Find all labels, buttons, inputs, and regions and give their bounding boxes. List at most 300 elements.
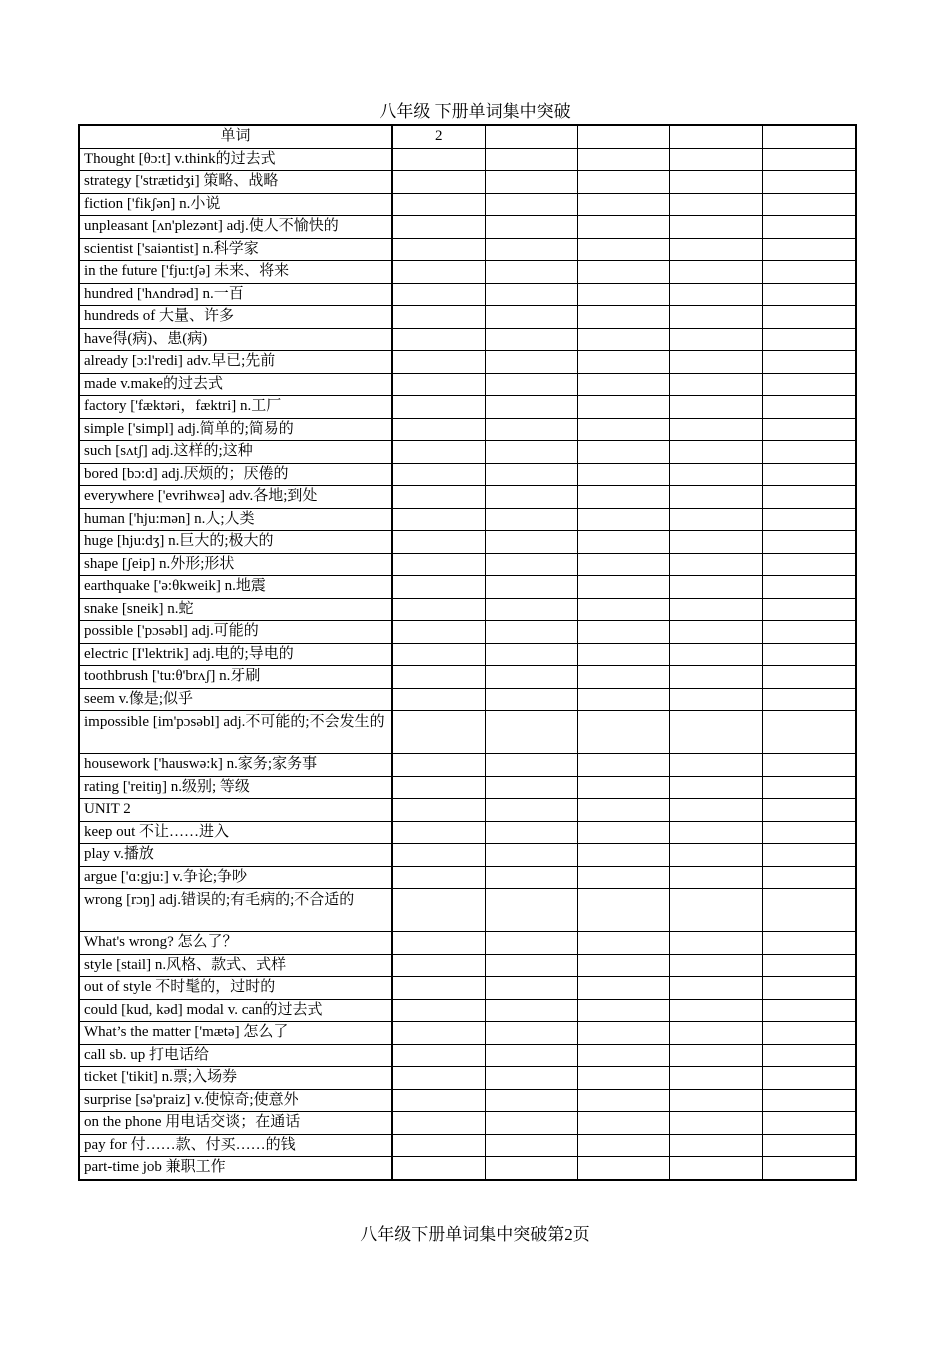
blank-cell	[577, 216, 669, 239]
blank-cell	[485, 216, 577, 239]
vocab-entry: huge [hju:dʒ] n.巨大的;极大的	[79, 531, 392, 554]
blank-cell	[485, 1022, 577, 1045]
blank-cell	[392, 977, 485, 1000]
blank-cell	[762, 799, 856, 822]
blank-cell	[392, 261, 485, 284]
table-row	[79, 954, 856, 977]
blank-cell	[392, 306, 485, 329]
blank-cell	[669, 486, 762, 509]
vocab-entry: human ['hju:mən] n.人;人类	[79, 508, 392, 531]
blank-cell	[392, 866, 485, 889]
blank-cell	[762, 171, 856, 194]
blank-cell	[762, 666, 856, 689]
blank-cell	[392, 553, 485, 576]
header-column-6	[762, 125, 856, 148]
blank-cell	[762, 553, 856, 576]
blank-cell	[669, 932, 762, 955]
vocab-entry: out of style 不时髦的，过时的	[79, 977, 392, 1000]
blank-cell	[392, 531, 485, 554]
blank-cell	[669, 463, 762, 486]
blank-cell	[577, 418, 669, 441]
table-row	[79, 688, 856, 711]
blank-cell	[485, 148, 577, 171]
table-row	[79, 171, 856, 194]
blank-cell	[392, 1157, 485, 1180]
blank-cell	[762, 1022, 856, 1045]
vocab-entry: electric [I'lektrik] adj.电的;导电的	[79, 643, 392, 666]
blank-cell	[762, 711, 856, 754]
table-row	[79, 261, 856, 284]
blank-cell	[577, 441, 669, 464]
blank-cell	[577, 598, 669, 621]
blank-cell	[485, 1157, 577, 1180]
vocab-entry: UNIT 2	[79, 799, 392, 822]
vocab-entry: hundreds of 大量、许多	[79, 306, 392, 329]
blank-cell	[577, 643, 669, 666]
blank-cell	[485, 441, 577, 464]
blank-cell	[669, 261, 762, 284]
table-row	[79, 283, 856, 306]
table-row	[79, 977, 856, 1000]
blank-cell	[392, 821, 485, 844]
blank-cell	[669, 666, 762, 689]
blank-cell	[485, 373, 577, 396]
blank-cell	[485, 1134, 577, 1157]
blank-cell	[762, 621, 856, 644]
blank-cell	[762, 844, 856, 867]
blank-cell	[392, 666, 485, 689]
blank-cell	[669, 799, 762, 822]
table-row	[79, 463, 856, 486]
blank-cell	[577, 193, 669, 216]
table-row	[79, 486, 856, 509]
blank-cell	[762, 754, 856, 777]
blank-cell	[577, 621, 669, 644]
vocab-entry: housework ['hauswə:k] n.家务;家务事	[79, 754, 392, 777]
blank-cell	[577, 148, 669, 171]
blank-cell	[392, 621, 485, 644]
blank-cell	[485, 238, 577, 261]
blank-cell	[485, 508, 577, 531]
blank-cell	[669, 396, 762, 419]
blank-cell	[669, 216, 762, 239]
table-row	[79, 306, 856, 329]
blank-cell	[669, 351, 762, 374]
vocab-entry: possible ['pɔsəbl] adj.可能的	[79, 621, 392, 644]
header-column-5	[669, 125, 762, 148]
blank-cell	[485, 1044, 577, 1067]
header-column-4	[577, 125, 669, 148]
blank-cell	[762, 1089, 856, 1112]
vocab-entry: bored [bɔ:d] adj.厌烦的；厌倦的	[79, 463, 392, 486]
blank-cell	[485, 328, 577, 351]
blank-cell	[577, 396, 669, 419]
blank-cell	[577, 977, 669, 1000]
table-row	[79, 193, 856, 216]
table-row	[79, 1022, 856, 1045]
blank-cell	[577, 283, 669, 306]
blank-cell	[669, 148, 762, 171]
blank-cell	[485, 598, 577, 621]
table-row	[79, 666, 856, 689]
blank-cell	[577, 351, 669, 374]
blank-cell	[577, 688, 669, 711]
table-row	[79, 1134, 856, 1157]
blank-cell	[392, 799, 485, 822]
blank-cell	[669, 844, 762, 867]
blank-cell	[392, 418, 485, 441]
table-row	[79, 889, 856, 932]
blank-cell	[762, 866, 856, 889]
blank-cell	[485, 531, 577, 554]
blank-cell	[392, 508, 485, 531]
blank-cell	[392, 1134, 485, 1157]
vocab-entry: style [stail] n.风格、款式、式样	[79, 954, 392, 977]
blank-cell	[762, 396, 856, 419]
table-row	[79, 999, 856, 1022]
blank-cell	[762, 508, 856, 531]
blank-cell	[762, 999, 856, 1022]
header-column-2: 2	[392, 125, 485, 148]
blank-cell	[392, 441, 485, 464]
table-row	[79, 441, 856, 464]
blank-cell	[392, 238, 485, 261]
blank-cell	[669, 418, 762, 441]
blank-cell	[392, 844, 485, 867]
vocab-entry: have得(病)、患(病)	[79, 328, 392, 351]
vocab-entry: What's wrong? 怎么了？	[79, 932, 392, 955]
blank-cell	[669, 954, 762, 977]
blank-cell	[392, 486, 485, 509]
blank-cell	[485, 486, 577, 509]
blank-cell	[669, 171, 762, 194]
blank-cell	[669, 283, 762, 306]
blank-cell	[392, 193, 485, 216]
blank-cell	[392, 171, 485, 194]
table-header-row	[79, 125, 856, 148]
blank-cell	[669, 553, 762, 576]
table-row	[79, 932, 856, 955]
blank-cell	[577, 1089, 669, 1112]
blank-cell	[762, 328, 856, 351]
vocab-entry: keep out 不让……进入	[79, 821, 392, 844]
blank-cell	[669, 621, 762, 644]
blank-cell	[669, 643, 762, 666]
blank-cell	[762, 441, 856, 464]
blank-cell	[392, 351, 485, 374]
blank-cell	[392, 598, 485, 621]
blank-cell	[669, 1067, 762, 1090]
blank-cell	[762, 1044, 856, 1067]
blank-cell	[762, 351, 856, 374]
blank-cell	[485, 1089, 577, 1112]
header-column-3	[485, 125, 577, 148]
blank-cell	[577, 576, 669, 599]
blank-cell	[669, 1157, 762, 1180]
blank-cell	[762, 261, 856, 284]
blank-cell	[669, 776, 762, 799]
table-row	[79, 216, 856, 239]
blank-cell	[485, 553, 577, 576]
table-row	[79, 148, 856, 171]
blank-cell	[392, 889, 485, 932]
blank-cell	[392, 999, 485, 1022]
blank-cell	[392, 328, 485, 351]
blank-cell	[762, 373, 856, 396]
blank-cell	[485, 193, 577, 216]
blank-cell	[577, 531, 669, 554]
blank-cell	[669, 441, 762, 464]
table-row	[79, 598, 856, 621]
table-row	[79, 711, 856, 754]
blank-cell	[669, 598, 762, 621]
blank-cell	[577, 171, 669, 194]
blank-cell	[485, 799, 577, 822]
blank-cell	[577, 1022, 669, 1045]
blank-cell	[669, 977, 762, 1000]
blank-cell	[762, 776, 856, 799]
blank-cell	[485, 621, 577, 644]
blank-cell	[392, 1089, 485, 1112]
blank-cell	[485, 261, 577, 284]
blank-cell	[577, 1157, 669, 1180]
vocab-entry: ticket ['tikit] n.票;入场券	[79, 1067, 392, 1090]
blank-cell	[577, 1044, 669, 1067]
blank-cell	[392, 463, 485, 486]
blank-cell	[392, 216, 485, 239]
blank-cell	[485, 283, 577, 306]
blank-cell	[762, 418, 856, 441]
vocab-entry: shape [ʃeip] n.外形;形状	[79, 553, 392, 576]
blank-cell	[762, 1067, 856, 1090]
vocab-entry: could [kud, kəd] modal v. can的过去式	[79, 999, 392, 1022]
blank-cell	[577, 954, 669, 977]
header-word-column: 单词	[79, 125, 392, 148]
blank-cell	[485, 171, 577, 194]
blank-cell	[762, 193, 856, 216]
vocabulary-table	[78, 124, 857, 1181]
blank-cell	[392, 754, 485, 777]
vocab-entry: play v.播放	[79, 844, 392, 867]
blank-cell	[577, 238, 669, 261]
blank-cell	[577, 463, 669, 486]
blank-cell	[577, 373, 669, 396]
blank-cell	[577, 711, 669, 754]
vocab-entry: Thought [θɔ:t] v.think的过去式	[79, 148, 392, 171]
blank-cell	[762, 821, 856, 844]
blank-cell	[485, 1067, 577, 1090]
blank-cell	[762, 1112, 856, 1135]
blank-cell	[577, 306, 669, 329]
blank-cell	[669, 328, 762, 351]
blank-cell	[669, 1022, 762, 1045]
blank-cell	[669, 1089, 762, 1112]
blank-cell	[485, 1112, 577, 1135]
blank-cell	[577, 1067, 669, 1090]
blank-cell	[762, 238, 856, 261]
blank-cell	[577, 821, 669, 844]
blank-cell	[669, 1112, 762, 1135]
blank-cell	[762, 1134, 856, 1157]
vocab-entry: in the future ['fju:tʃə] 未来、将来	[79, 261, 392, 284]
blank-cell	[762, 306, 856, 329]
blank-cell	[485, 754, 577, 777]
vocab-entry: surprise [sə'praiz] v.使惊奇;使意外	[79, 1089, 392, 1112]
table-row	[79, 396, 856, 419]
blank-cell	[669, 508, 762, 531]
vocab-entry: seem v.像是;似乎	[79, 688, 392, 711]
blank-cell	[762, 486, 856, 509]
blank-cell	[762, 1157, 856, 1180]
table-row	[79, 1044, 856, 1067]
table-row	[79, 351, 856, 374]
blank-cell	[762, 598, 856, 621]
blank-cell	[392, 688, 485, 711]
blank-cell	[485, 776, 577, 799]
table-row	[79, 844, 856, 867]
vocab-entry: toothbrush ['tu:θ'brʌʃ] n.牙刷	[79, 666, 392, 689]
blank-cell	[577, 889, 669, 932]
blank-cell	[762, 576, 856, 599]
page-title: 八年级 下册单词集中突破	[379, 102, 571, 121]
blank-cell	[577, 508, 669, 531]
blank-cell	[577, 776, 669, 799]
blank-cell	[485, 643, 577, 666]
blank-cell	[577, 1134, 669, 1157]
blank-cell	[392, 776, 485, 799]
blank-cell	[762, 148, 856, 171]
blank-cell	[669, 1134, 762, 1157]
blank-cell	[392, 576, 485, 599]
vocab-entry: pay for 付……款、付买……的钱	[79, 1134, 392, 1157]
blank-cell	[392, 1067, 485, 1090]
blank-cell	[762, 216, 856, 239]
table-row	[79, 821, 856, 844]
blank-cell	[669, 821, 762, 844]
table-row	[79, 754, 856, 777]
table-row	[79, 576, 856, 599]
blank-cell	[577, 553, 669, 576]
vocab-entry: simple ['simpl] adj.简单的;简易的	[79, 418, 392, 441]
blank-cell	[669, 238, 762, 261]
blank-cell	[485, 954, 577, 977]
table-row	[79, 508, 856, 531]
blank-cell	[577, 932, 669, 955]
blank-cell	[669, 999, 762, 1022]
blank-cell	[577, 1112, 669, 1135]
table-row	[79, 531, 856, 554]
blank-cell	[669, 306, 762, 329]
page-footer: 八年级下册单词集中突破第2页	[360, 1225, 590, 1244]
blank-cell	[762, 463, 856, 486]
blank-cell	[762, 889, 856, 932]
blank-cell	[392, 1112, 485, 1135]
blank-cell	[669, 531, 762, 554]
blank-cell	[392, 711, 485, 754]
blank-cell	[392, 954, 485, 977]
blank-cell	[669, 1044, 762, 1067]
blank-cell	[392, 373, 485, 396]
table-row	[79, 1067, 856, 1090]
vocab-entry: strategy ['strætidʒi] 策略、战略	[79, 171, 392, 194]
blank-cell	[669, 373, 762, 396]
vocab-entry: snake [sneik] n.蛇	[79, 598, 392, 621]
vocab-entry: scientist ['saiəntist] n.科学家	[79, 238, 392, 261]
table-row	[79, 866, 856, 889]
blank-cell	[485, 418, 577, 441]
blank-cell	[485, 688, 577, 711]
blank-cell	[577, 261, 669, 284]
blank-cell	[577, 486, 669, 509]
vocab-entry: rating ['reitiŋ] n.级别; 等级	[79, 776, 392, 799]
vocab-entry: fiction ['fikʃən] n.小说	[79, 193, 392, 216]
blank-cell	[669, 193, 762, 216]
blank-cell	[392, 283, 485, 306]
blank-cell	[392, 148, 485, 171]
vocab-entry: everywhere ['evrihwɛə] adv.各地;到处	[79, 486, 392, 509]
table-row	[79, 621, 856, 644]
blank-cell	[762, 977, 856, 1000]
blank-cell	[669, 688, 762, 711]
blank-cell	[485, 999, 577, 1022]
table-row	[79, 373, 856, 396]
vocab-entry: part-time job 兼职工作	[79, 1157, 392, 1180]
blank-cell	[577, 999, 669, 1022]
vocab-entry: factory ['fæktəri，fæktri] n.工厂	[79, 396, 392, 419]
blank-cell	[669, 576, 762, 599]
blank-cell	[669, 711, 762, 754]
blank-cell	[392, 396, 485, 419]
blank-cell	[485, 821, 577, 844]
vocab-entry: What’s the matter ['mætə] 怎么了	[79, 1022, 392, 1045]
blank-cell	[577, 844, 669, 867]
vocab-entry: already [ɔ:l'redi] adv.早已;先前	[79, 351, 392, 374]
blank-cell	[577, 328, 669, 351]
blank-cell	[485, 977, 577, 1000]
vocab-entry: impossible [im'pɔsəbl] adj.不可能的;不会发生的	[79, 711, 392, 754]
blank-cell	[392, 643, 485, 666]
vocab-entry: on the phone 用电话交谈；在通话	[79, 1112, 392, 1135]
blank-cell	[669, 866, 762, 889]
vocab-entry: made v.make的过去式	[79, 373, 392, 396]
blank-cell	[485, 576, 577, 599]
table-row	[79, 1089, 856, 1112]
blank-cell	[577, 754, 669, 777]
table-row	[79, 553, 856, 576]
blank-cell	[485, 666, 577, 689]
blank-cell	[485, 463, 577, 486]
blank-cell	[577, 799, 669, 822]
blank-cell	[762, 643, 856, 666]
blank-cell	[392, 1044, 485, 1067]
blank-cell	[762, 283, 856, 306]
vocab-entry: hundred ['hʌndrəd] n.一百	[79, 283, 392, 306]
table-row	[79, 238, 856, 261]
vocab-entry: such [sʌtʃ] adj.这样的;这种	[79, 441, 392, 464]
blank-cell	[485, 306, 577, 329]
blank-cell	[392, 932, 485, 955]
blank-cell	[485, 844, 577, 867]
table-row	[79, 418, 856, 441]
blank-cell	[485, 396, 577, 419]
blank-cell	[392, 1022, 485, 1045]
table-row	[79, 1112, 856, 1135]
blank-cell	[762, 932, 856, 955]
vocab-entry: earthquake ['ə:θkweik] n.地震	[79, 576, 392, 599]
blank-cell	[485, 351, 577, 374]
blank-cell	[669, 754, 762, 777]
blank-cell	[762, 688, 856, 711]
